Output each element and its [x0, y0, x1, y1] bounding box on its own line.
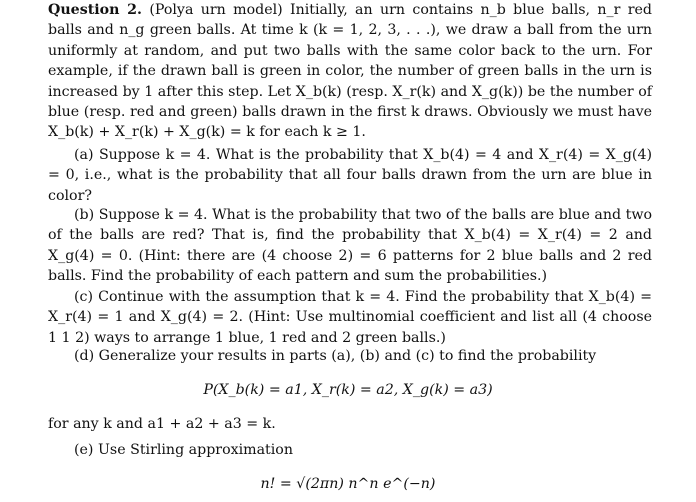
after-d-text: for any k and a1 + a2 + a3 = k.	[48, 416, 276, 432]
part-e-paragraph	[48, 440, 652, 460]
equation-e: n! = √(2πn) n^n e^(−n)	[260, 476, 436, 492]
part-b-text: (b) Suppose k = 4. What is the probability that two of the balls are blue and two of the balls are red? That is, find the probability that X_b(4) = X_r(4) = 2 and X_g(4) = 0. (Hint: there are (4 choose 2) = 6 patterns for 2 blue balls and 2 red balls. Find the probability of each pattern and sum the probabilities.)	[48, 207, 652, 285]
question-intro-paragraph	[48, 0, 652, 143]
part-d-paragraph	[48, 346, 652, 366]
part-b-paragraph	[48, 205, 652, 287]
equation-d: P(X_b(k) = a1, X_r(k) = a2, X_g(k) = a3)	[203, 382, 493, 398]
after-d-paragraph	[48, 414, 652, 434]
question-title: Question 2.	[48, 2, 142, 18]
part-e-text: (e) Use Stirling approximation	[74, 442, 293, 458]
question-intro-text: (Polya urn model) Initially, an urn contains n_b blue balls, n_r red balls and n_g green balls. At time k (k = 1, 2, 3, . . .), we draw a ball from the urn uniformly at random, and put two balls with the same color back to the urn. For example, if the drawn ball is green in color, the number of green balls in the urn is increased by 1 after this step. Let X_b(k) (resp. X_r(k) and X_g(k)) be the number of blue (resp. red and green) balls drawn in the first k draws. Obviously we must have X_b(k) + X_r(k) + X_g(k) = k for each k ≥ 1.	[48, 2, 652, 141]
part-a-text: (a) Suppose k = 4. What is the probability that X_b(4) = 4 and X_r(4) = X_g(4) = 0, i.e., what is the probability that all four balls drawn from the urn are blue in color?	[48, 147, 652, 204]
part-a-paragraph	[48, 145, 652, 206]
part-c-paragraph	[48, 287, 652, 348]
part-c-text: (c) Continue with the assumption that k = 4. Find the probability that X_b(4) = X_r(4) = 1 and X_g(4) = 2. (Hint: Use multinomial coefficient and list all (4 choose 1 1 2) ways to arrange 1 blue, 1 red and 2 green balls.)	[48, 289, 652, 346]
part-d-text: (d) Generalize your results in parts (a), (b) and (c) to find the probability	[74, 348, 597, 364]
